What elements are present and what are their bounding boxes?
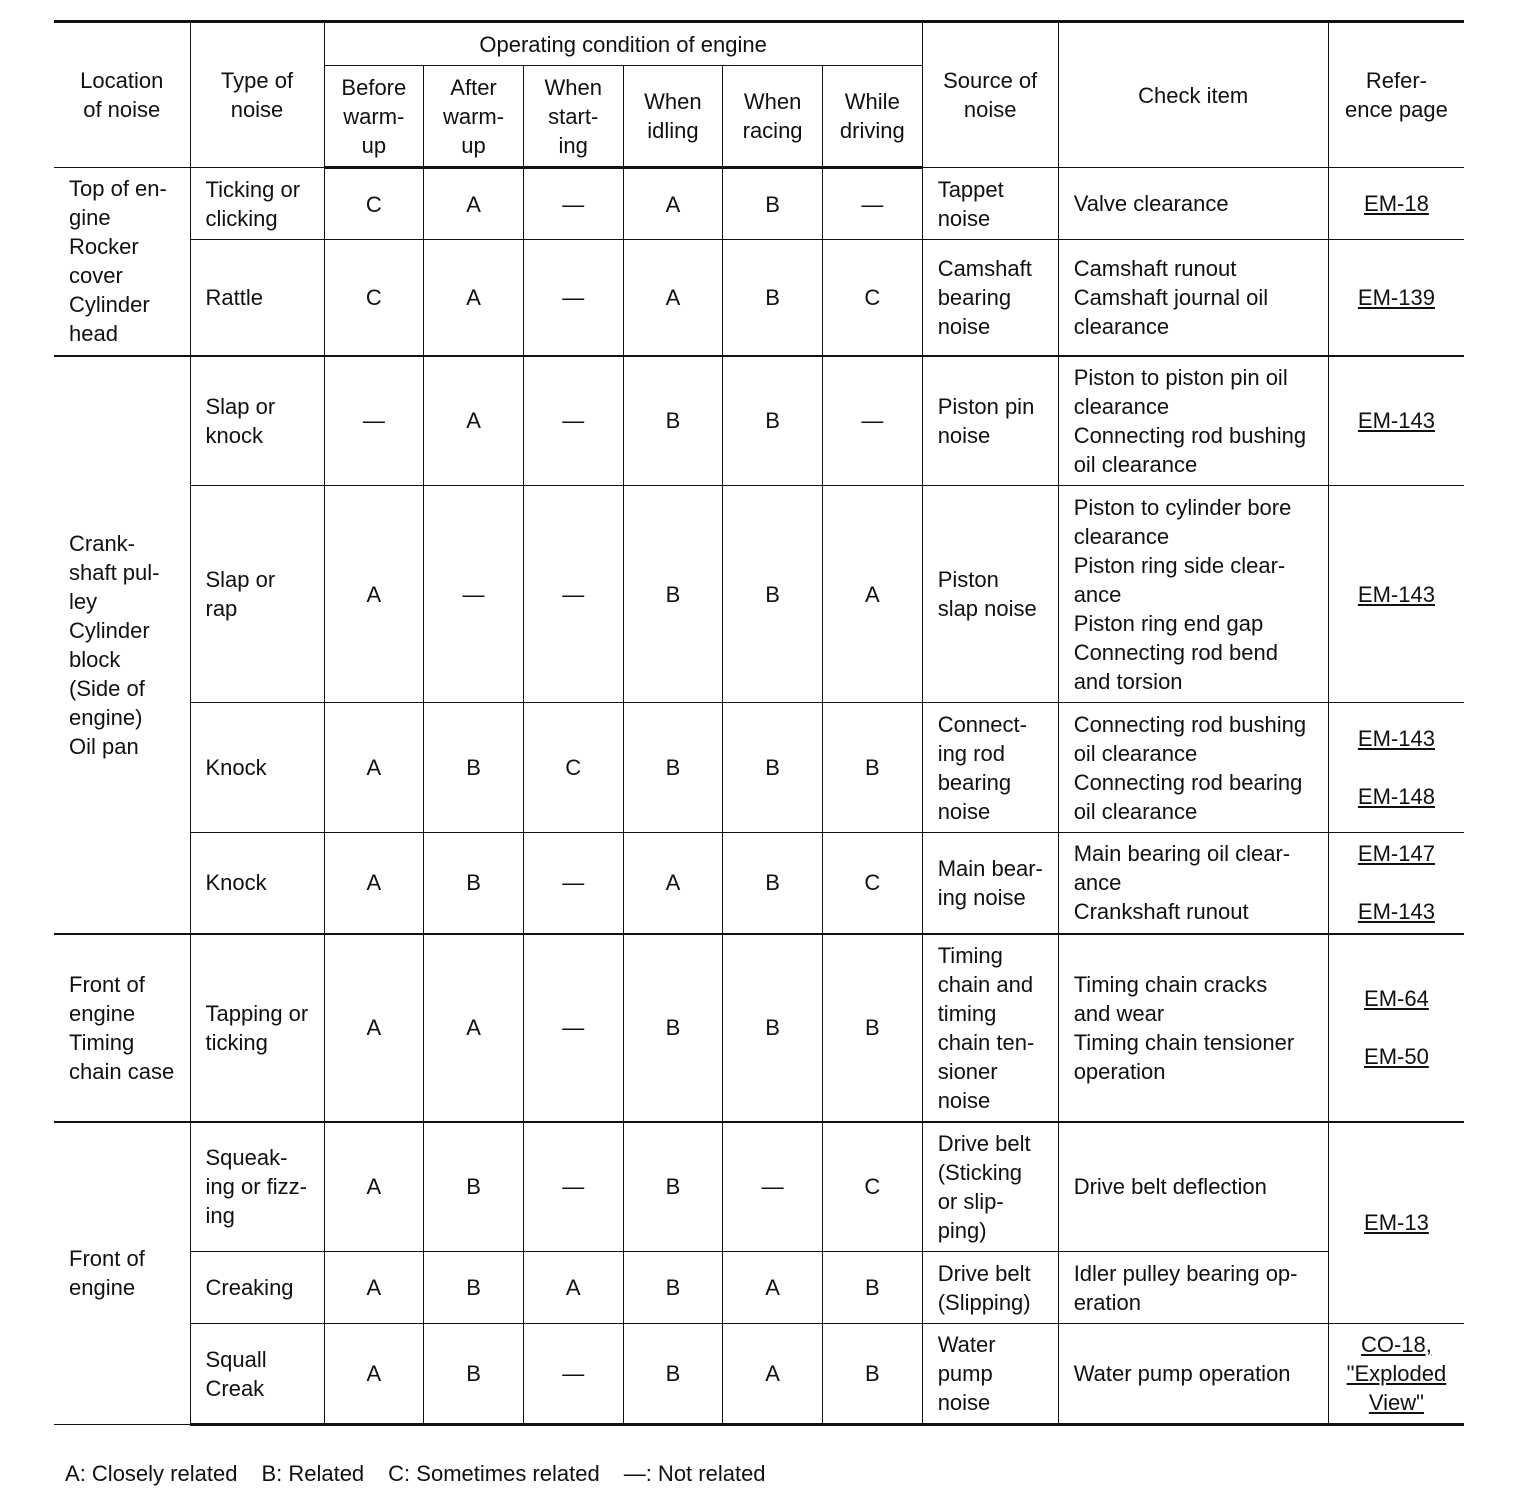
table-row <box>54 1252 1464 1324</box>
check-item-text: Main bearing oil clear- ance Crankshaft runout <box>1073 841 1291 925</box>
condition-cell: C <box>822 240 922 356</box>
legend-b: B: Related <box>261 1461 365 1486</box>
reference-spacer <box>1329 753 1465 782</box>
reference-cell <box>1328 240 1464 356</box>
reference-link[interactable]: EM-148 <box>1357 784 1435 809</box>
condition-cell: A <box>523 1252 623 1324</box>
reference-link[interactable]: EM-18 <box>1364 191 1429 216</box>
condition-cell: C <box>324 240 424 356</box>
condition-cell: A <box>324 486 424 703</box>
condition-cell: B <box>723 356 823 486</box>
location-cell <box>54 1122 190 1425</box>
condition-cell: B <box>822 1324 922 1425</box>
check-item-cell <box>1058 486 1328 703</box>
check-item-text: Connecting rod bushing oil clearance Connecting rod bearing oil clearance <box>1073 711 1307 824</box>
condition-cell: B <box>623 1252 723 1324</box>
reference-cell <box>1328 486 1464 703</box>
source-text: Camshaft bearing noise <box>937 255 1032 339</box>
condition-cell: — <box>523 833 623 934</box>
condition-cell: A <box>623 240 723 356</box>
reference-cell <box>1328 168 1464 240</box>
condition-cell: B <box>623 356 723 486</box>
noise-type-cell <box>190 934 324 1122</box>
condition-cell: C <box>324 168 424 240</box>
condition-cell: A <box>723 1252 823 1324</box>
reference-link[interactable]: EM-143 <box>1357 581 1435 607</box>
noise-type-cell <box>190 168 324 240</box>
location-cell <box>54 168 190 356</box>
noise-type-cell <box>190 833 324 934</box>
check-item-text: Valve clearance <box>1073 191 1229 216</box>
reference-cell <box>1328 1324 1464 1425</box>
noise-type-text: Slap or knock <box>205 393 276 448</box>
legend-dash: —: Not related <box>623 1461 766 1486</box>
location-text: Top of en- gine Rocker cover Cylinder head <box>69 176 167 347</box>
table-row <box>54 240 1464 356</box>
source-text: Main bear- ing noise <box>937 855 1043 910</box>
check-item-cell <box>1058 1122 1328 1252</box>
header-type: Type of noise <box>190 22 324 168</box>
header-location: Location of noise <box>54 22 190 168</box>
check-item-cell <box>1058 1324 1328 1425</box>
condition-cell: B <box>822 1252 922 1324</box>
header-operating-condition: Operating condition of engine <box>324 22 922 66</box>
reference-link[interactable]: EM-143 <box>1357 726 1435 751</box>
check-item-text: Water pump operation <box>1073 1361 1291 1386</box>
table-row <box>54 356 1464 486</box>
condition-cell: B <box>723 168 823 240</box>
noise-type-text: Creaking <box>205 1275 294 1300</box>
source-cell <box>922 1122 1058 1252</box>
reference-cell <box>1328 833 1464 934</box>
noise-type-text: Rattle <box>205 284 263 310</box>
header-when-idling: When idling <box>623 66 723 168</box>
noise-type-cell <box>190 486 324 703</box>
noise-type-text: Knock <box>205 870 267 896</box>
source-text: Piston slap noise <box>937 567 1037 621</box>
condition-cell: A <box>623 168 723 240</box>
check-item-cell <box>1058 703 1328 833</box>
source-cell <box>922 356 1058 486</box>
reference-cell <box>1328 934 1464 1122</box>
noise-type-cell <box>190 1122 324 1252</box>
table-row <box>54 833 1464 934</box>
condition-cell: C <box>822 1122 922 1252</box>
noise-type-text: Squall Creak <box>205 1346 267 1401</box>
source-text: Timing chain and timing chain ten- sioner noise <box>937 942 1035 1113</box>
source-cell <box>922 168 1058 240</box>
condition-cell: A <box>424 240 524 356</box>
reference-spacer <box>1329 1013 1465 1042</box>
condition-cell: A <box>324 1324 424 1425</box>
table-row <box>54 703 1464 833</box>
source-text: Tappet noise <box>937 176 1004 231</box>
check-item-text: Camshaft runout Camshaft journal oil clearance <box>1073 255 1269 339</box>
reference-link[interactable]: EM-143 <box>1357 899 1435 925</box>
source-cell <box>922 703 1058 833</box>
condition-cell: B <box>424 1324 524 1425</box>
reference-cell <box>1328 356 1464 486</box>
condition-cell: — <box>324 356 424 486</box>
source-cell <box>922 934 1058 1122</box>
condition-cell: — <box>723 1122 823 1252</box>
noise-diagnosis-table <box>54 20 1464 1426</box>
table-row <box>54 1324 1464 1425</box>
condition-cell: B <box>623 1122 723 1252</box>
condition-cell: — <box>523 1122 623 1252</box>
condition-cell: B <box>424 1122 524 1252</box>
source-text: Drive belt (Sticking or slip- ping) <box>937 1130 1031 1243</box>
condition-cell: A <box>324 1122 424 1252</box>
table-row <box>54 934 1464 1122</box>
check-item-cell <box>1058 240 1328 356</box>
reference-link[interactable]: EM-143 <box>1357 408 1435 434</box>
source-cell <box>922 486 1058 703</box>
noise-type-text: Tapping or ticking <box>205 1000 309 1055</box>
check-item-cell <box>1058 356 1328 486</box>
legend-a: A: Closely related <box>65 1461 238 1486</box>
check-item-cell <box>1058 833 1328 934</box>
condition-cell: B <box>623 703 723 833</box>
reference-link[interactable]: CO-18, "Exploded View" <box>1346 1332 1447 1415</box>
condition-cell: C <box>822 833 922 934</box>
condition-cell: B <box>623 934 723 1122</box>
reference-spacer <box>1329 868 1465 897</box>
condition-cell: — <box>822 356 922 486</box>
condition-cell: — <box>822 168 922 240</box>
condition-cell: B <box>623 1324 723 1425</box>
condition-cell: — <box>523 1324 623 1425</box>
legend-c: C: Sometimes related <box>388 1461 600 1486</box>
condition-cell: B <box>424 1252 524 1324</box>
condition-cell: A <box>324 833 424 934</box>
table-row <box>54 1122 1464 1252</box>
table-body <box>54 168 1464 1425</box>
condition-cell: C <box>523 703 623 833</box>
legend <box>54 1430 790 1488</box>
table-row <box>54 168 1464 240</box>
check-item-cell <box>1058 168 1328 240</box>
noise-type-text: Squeak- ing or fizz- ing <box>205 1145 307 1229</box>
check-item-text: Idler pulley bearing op- eration <box>1073 1260 1298 1315</box>
condition-cell: B <box>424 703 524 833</box>
source-cell <box>922 1252 1058 1324</box>
location-cell <box>54 356 190 934</box>
noise-type-text: Knock <box>205 755 267 780</box>
header-after-warmup: After warm- up <box>424 66 524 168</box>
noise-type-cell <box>190 1324 324 1425</box>
source-cell <box>922 1324 1058 1425</box>
condition-cell: — <box>523 168 623 240</box>
condition-cell: A <box>723 1324 823 1425</box>
condition-cell: — <box>523 240 623 356</box>
condition-cell: B <box>723 833 823 934</box>
condition-cell: A <box>324 1252 424 1324</box>
condition-cell: — <box>523 934 623 1122</box>
condition-cell: A <box>623 833 723 934</box>
check-item-cell <box>1058 1252 1328 1324</box>
condition-cell: B <box>822 934 922 1122</box>
source-text: Water pump noise <box>937 1332 996 1415</box>
reference-link[interactable]: EM-13 <box>1364 1210 1429 1236</box>
condition-cell: B <box>623 486 723 703</box>
location-text: Crank- shaft pul- ley Cylinder block (Side of engine) Oil pan <box>69 530 160 759</box>
source-cell <box>922 240 1058 356</box>
header-when-racing: When racing <box>723 66 823 168</box>
reference-link[interactable]: EM-147 <box>1357 841 1435 867</box>
location-text: Front of engine <box>69 1246 145 1301</box>
header-check-item: Check item <box>1058 22 1328 168</box>
noise-type-text: Ticking or clicking <box>205 176 301 231</box>
condition-cell: A <box>424 356 524 486</box>
header-source: Source of noise <box>922 22 1058 168</box>
header-before-warmup: Before warm- up <box>324 66 424 168</box>
reference-cell <box>1328 1122 1464 1324</box>
condition-cell: B <box>723 240 823 356</box>
condition-cell: B <box>723 703 823 833</box>
table-row <box>54 486 1464 703</box>
check-item-text: Timing chain cracks and wear Timing chain tensioner operation <box>1073 971 1295 1084</box>
table-header <box>54 22 1464 168</box>
condition-cell: — <box>424 486 524 703</box>
reference-link[interactable]: EM-50 <box>1364 1044 1429 1069</box>
condition-cell: B <box>822 703 922 833</box>
reference-cell <box>1328 703 1464 833</box>
location-cell <box>54 934 190 1122</box>
source-text: Drive belt (Slipping) <box>937 1260 1031 1315</box>
noise-type-text: Slap or rap <box>205 567 276 621</box>
check-item-text: Piston to piston pin oil clearance Connecting rod bushing oil clearance <box>1073 364 1307 477</box>
source-text: Piston pin noise <box>937 393 1035 448</box>
condition-cell: — <box>523 356 623 486</box>
reference-link[interactable]: EM-64 <box>1364 986 1429 1011</box>
header-when-starting: When start- ing <box>523 66 623 168</box>
noise-type-cell <box>190 356 324 486</box>
noise-type-cell <box>190 240 324 356</box>
check-item-cell <box>1058 934 1328 1122</box>
source-cell <box>922 833 1058 934</box>
condition-cell: A <box>424 934 524 1122</box>
condition-cell: — <box>523 486 623 703</box>
condition-cell: A <box>424 168 524 240</box>
noise-type-cell <box>190 703 324 833</box>
check-item-text: Piston to cylinder bore clearance Piston ring side clear- ance Piston ring end gap Connecting rod bend and torsion <box>1073 494 1292 694</box>
condition-cell: B <box>424 833 524 934</box>
header-while-driving: While driving <box>822 66 922 168</box>
condition-cell: A <box>324 703 424 833</box>
condition-cell: B <box>723 486 823 703</box>
noise-type-cell <box>190 1252 324 1324</box>
reference-link[interactable]: EM-139 <box>1357 284 1435 310</box>
condition-cell: A <box>324 934 424 1122</box>
check-item-text: Drive belt deflection <box>1073 1174 1267 1200</box>
header-reference-page: Refer- ence page <box>1328 22 1464 168</box>
location-text: Front of engine Timing chain case <box>69 971 175 1084</box>
condition-cell: A <box>822 486 922 703</box>
condition-cell: B <box>723 934 823 1122</box>
source-text: Connect- ing rod bearing noise <box>937 711 1027 824</box>
